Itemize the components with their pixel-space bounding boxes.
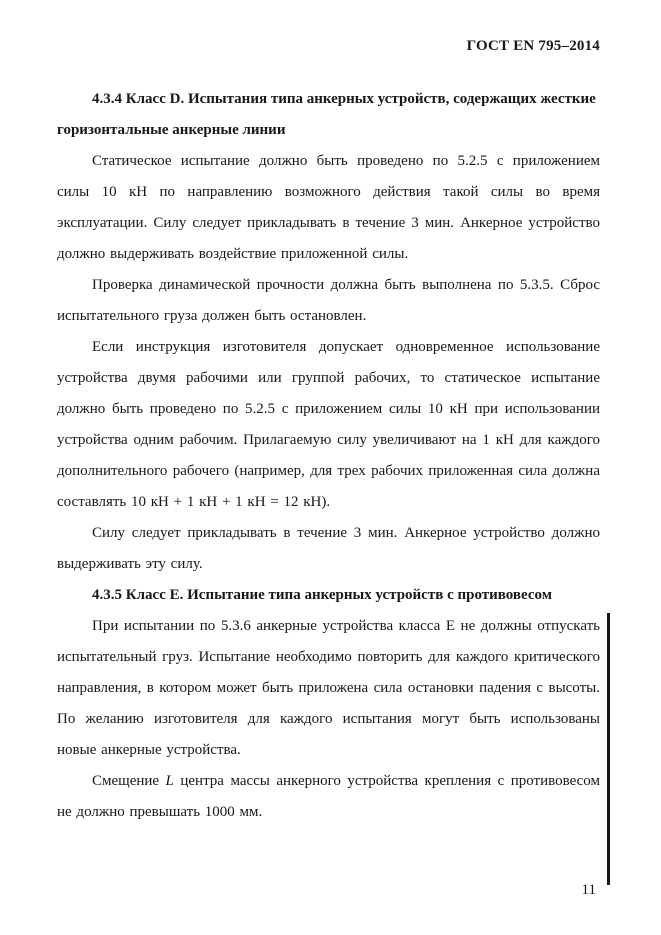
document-header xyxy=(467,38,600,55)
paragraph-displacement xyxy=(57,766,600,828)
standard-number: ГОСТ EN 795–2014 xyxy=(466,38,600,54)
page-footer xyxy=(582,882,596,899)
paragraph-multiple-workers: Если инструкция изготовителя допускает одновременное использование устройства двумя рабочими или группой рабочих, то статическое испытание должно быть проведено по 5.2.5 с приложением силы 10 кН при использовании устройства одним рабочим. Прилагаемую силу увеличивают на 1 кН для каждого дополнительного рабочего (например, для трех рабочих приложенная сила должна составлять 10 кН + 1 кН + 1 кН = 12 кН). xyxy=(57,339,600,510)
displacement-suffix: центра массы анкерного устройства крепления с противовесом не должно превышать 1000 мм. xyxy=(57,773,600,820)
paragraph-class-e-test: При испытании по 5.3.6 анкерные устройства класса E не должны отпускать испытательный груз. Испытание необходимо повторить для каждого критического направления, в котором может быть приложена сила остановки падения с высоты. По желанию изготовителя для каждого испытания могут быть использованы новые анкерные устройства. xyxy=(57,618,600,758)
section-heading-4-3-4: 4.3.4 Класс D. Испытания типа анкерных устройств, содержащих жесткие горизонтальные анкерные линии xyxy=(57,91,596,138)
paragraph-static-test: Статическое испытание должно быть проведено по 5.2.5 с приложением силы 10 кН по направлению возможного действия такой силы во время эксплуатации. Силу следует прикладывать в течение 3 мин. Анкерное устройство должно выдерживать воздействие приложенной силы. xyxy=(57,153,600,262)
change-bar xyxy=(607,613,610,885)
displacement-prefix: Смещение xyxy=(92,773,166,789)
document-content xyxy=(57,84,600,828)
page-number: 11 xyxy=(581,882,596,898)
revision-marked-section xyxy=(57,611,600,828)
paragraph-force-duration: Силу следует прикладывать в течение 3 мин. Анкерное устройство должно выдерживать эту силу. xyxy=(57,525,600,572)
section-heading-4-3-5: 4.3.5 Класс E. Испытание типа анкерных устройств с противовесом xyxy=(92,587,552,603)
paragraph-dynamic-strength: Проверка динамической прочности должна быть выполнена по 5.3.5. Сброс испытательного груза должен быть остановлен. xyxy=(57,277,600,324)
displacement-variable: L xyxy=(165,773,174,789)
